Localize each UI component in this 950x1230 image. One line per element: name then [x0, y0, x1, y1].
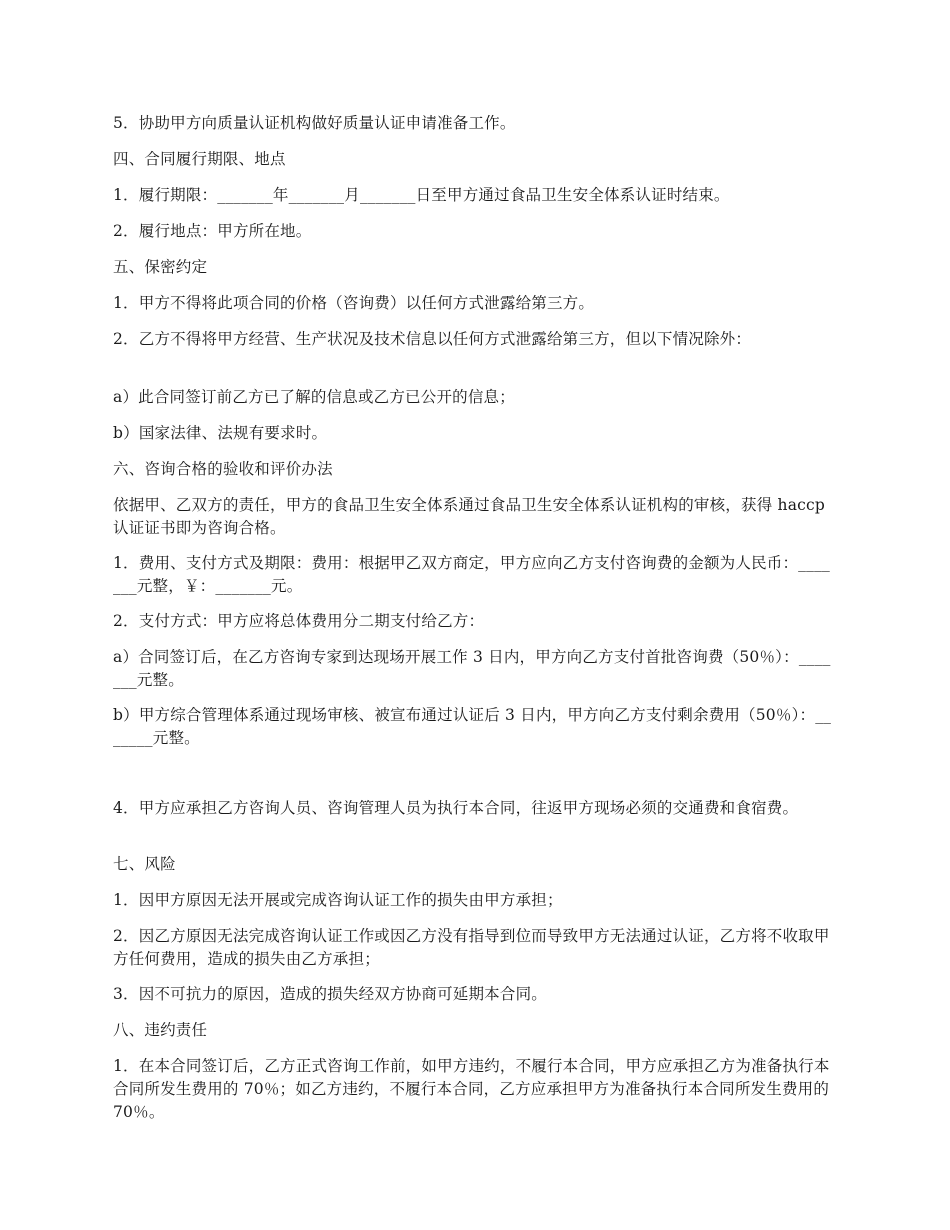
section-heading-confidentiality: 五、保密约定	[113, 258, 208, 276]
paragraph-payment-a: a）合同签订后，在乙方咨询专家到达现场开展工作 3 日内，甲方向乙方支付首批咨询费（50％）：_______元整。	[113, 648, 831, 689]
paragraph-liability-1: 1．在本合同签订后，乙方正式咨询工作前，如甲方违约，不履行本合同，甲方应承担乙方为准备执行本合同所发生费用的 70％；如乙方违约，不履行本合同，乙方应承担甲方为准备执行本合同所发生费用的 70％。	[113, 1057, 830, 1121]
paragraph-fees: 1．费用、支付方式及期限：费用：根据甲乙双方商定，甲方应向乙方支付咨询费的金额为人民币：_______元整，￥：_______元。	[113, 554, 830, 595]
paragraph-acceptance: 依据甲、乙双方的责任，甲方的食品卫生安全体系通过食品卫生安全体系认证机构的审核，获得 haccp 认证证书即为咨询合格。	[113, 496, 826, 537]
paragraph-location: 2．履行地点：甲方所在地。	[113, 222, 312, 240]
section-heading-acceptance: 六、咨询合格的验收和评价办法	[113, 460, 333, 478]
paragraph-risk-2: 2．因乙方原因无法完成咨询认证工作或因乙方没有指导到位而导致甲方无法通过认证，乙方将不收取甲方任何费用，造成的损失由乙方承担；	[113, 927, 830, 968]
paragraph-payment-b: b）甲方综合管理体系通过现场审核、被宣布通过认证后 3 日内，甲方向乙方支付剩余费用（50％）：_______元整。	[113, 706, 832, 747]
paragraph-exception-a: a）此合同签订前乙方已了解的信息或乙方已公开的信息；	[113, 388, 515, 406]
section-heading-risk: 七、风险	[113, 855, 176, 873]
paragraph-risk-1: 1．因甲方原因无法开展或完成咨询认证工作的损失由甲方承担；	[113, 891, 563, 909]
section-heading-term-location: 四、合同履行期限、地点	[113, 150, 286, 168]
paragraph-risk-3: 3．因不可抗力的原因，造成的损失经双方协商可延期本合同。	[113, 985, 547, 1003]
paragraph-item-5: 5．协助甲方向质量认证机构做好质量认证申请准备工作。	[113, 114, 516, 132]
paragraph-confidentiality-1: 1．甲方不得将此项合同的价格（咨询费）以任何方式泄露给第三方。	[113, 294, 595, 312]
paragraph-confidentiality-2: 2．乙方不得将甲方经营、生产状况及技术信息以任何方式泄露给第三方，但以下情况除外：	[113, 330, 752, 348]
paragraph-term: 1．履行期限：_______年_______月_______日至甲方通过食品卫生安全体系认证时结束。	[113, 186, 730, 204]
paragraph-travel-costs: 4．甲方应承担乙方咨询人员、咨询管理人员为执行本合同，往返甲方现场必须的交通费和食宿费。	[113, 799, 799, 817]
paragraph-payment-method: 2．支付方式：甲方应将总体费用分二期支付给乙方：	[113, 612, 485, 630]
paragraph-exception-b: b）国家法律、法规有要求时。	[113, 424, 328, 442]
section-heading-liability: 八、违约责任	[113, 1021, 208, 1039]
